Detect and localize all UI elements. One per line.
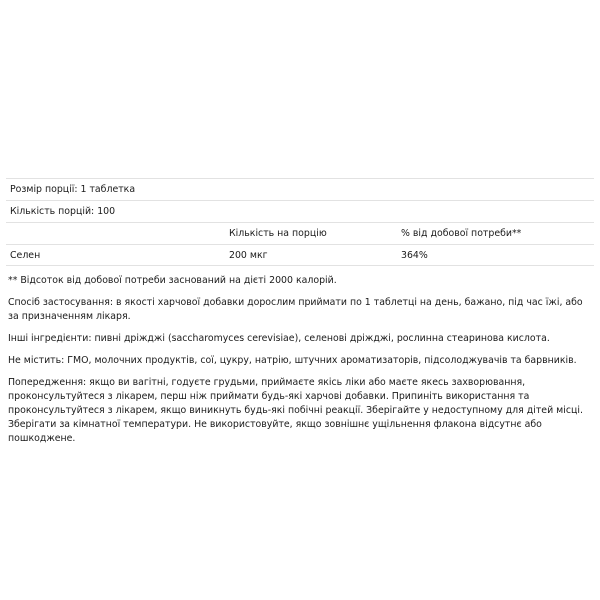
product-info-sheet (6, 178, 594, 454)
notes-section (6, 274, 594, 446)
facts-header-row (6, 222, 594, 244)
nutrient-name: Селен (10, 249, 41, 261)
warning-text: Попередження: якщо ви вагітні, годуєте грудьми, приймаєте якісь ліки або маєте якесь захворювання, проконсультуйтеся з лікарем, перш ніж приймати будь-які харчові добавки. Припиніть використання та проконсультуйтеся з лікарем, якщо виникнуть будь-які побічні реакції. Зберігайте у недоступному для дітей місці. Зберігати за кімнатної температури. Не використовуйте, якщо зовнішнє ущільнення флакона відсутнє або пошкоджене. (8, 377, 583, 444)
header-daily-value: % від добової потреби** (401, 228, 522, 239)
daily-value-footnote: ** Відсоток від добової потреби заснований на дієті 2000 калорій. (8, 275, 337, 286)
serving-size-text: Розмір порції: 1 таблетка (10, 184, 136, 195)
usage-instructions: Спосіб застосування: в якості харчової добавки дорослим приймати по 1 таблетці на день, бажано, під час їжі, або за призначенням лікаря. (8, 297, 583, 322)
free-from-list: Не містить: ГМО, молочних продуктів, сої, цукру, натрію, штучних ароматизаторів, підсолоджувачів та барвників. (8, 355, 577, 366)
table-row (6, 244, 594, 266)
serving-size-row (6, 178, 594, 200)
supplement-facts-table (6, 178, 594, 266)
servings-count-row (6, 200, 594, 222)
nutrient-daily-value: 364% (401, 249, 428, 261)
servings-count-text: Кількість порцій: 100 (10, 206, 116, 217)
nutrient-amount: 200 мкг (229, 249, 268, 261)
header-amount: Кількість на порцію (229, 228, 327, 239)
other-ingredients: Інші інгредієнти: пивні дріжджі (saccharomyces cerevisiae), селенові дріжджі, рослинна стеаринова кислота. (8, 333, 550, 344)
